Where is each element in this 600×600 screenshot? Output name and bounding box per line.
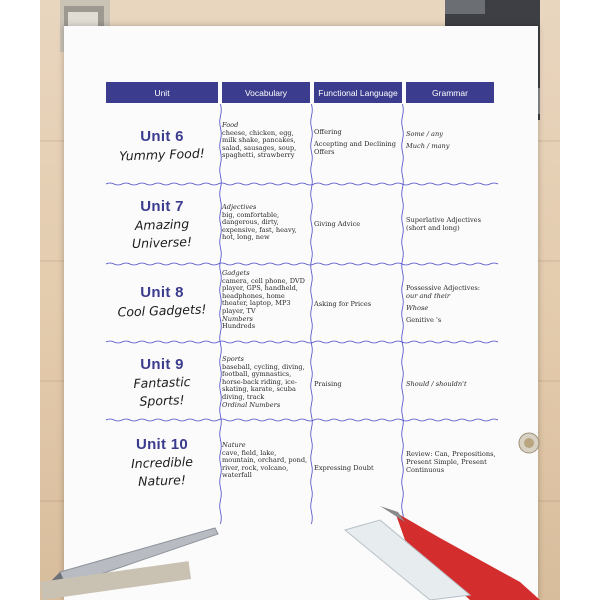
functional-item: Expressing Doubt: [314, 464, 374, 472]
functional-item: Praising: [314, 380, 342, 388]
row-divider: [106, 262, 498, 266]
row-divider: [106, 182, 498, 186]
grammar-item: Whose: [406, 304, 429, 312]
vocab-words: cheese, chicken, egg, milk shake, pancakes, salad, sausages, soup, spaghetti, strawberry: [222, 128, 297, 160]
vocab-words: camera, cell phone, DVD player, GPS, handheld, headphones, home theater, laptop, MP3 player, TV: [222, 276, 305, 315]
unit-cell: [106, 356, 218, 409]
functional-item: Asking for Prices: [314, 300, 372, 308]
functional-cell: [314, 300, 402, 308]
header-unit: Unit: [106, 82, 218, 103]
vocab-words: Hundreds: [222, 322, 256, 331]
unit-title: Nature!: [137, 472, 187, 489]
grammar-cell: [406, 380, 498, 388]
header-vocabulary: Vocabulary: [222, 82, 310, 103]
vocabulary-cell: [222, 356, 310, 409]
unit-number: Unit 7: [140, 198, 184, 215]
row-divider: [106, 340, 498, 344]
grammar-cell: [406, 284, 498, 324]
unit-title: Fantastic: [133, 374, 191, 391]
vocab-category: Gadgets: [222, 269, 250, 277]
functional-cell: [314, 380, 402, 388]
table-row: [106, 434, 498, 500]
unit-number: Unit 6: [140, 128, 184, 145]
header-grammar: Grammar: [406, 82, 494, 103]
grammar-cell: [406, 216, 498, 232]
header-functional-language: Functional Language: [314, 82, 402, 103]
vocab-category: Adjectives: [222, 203, 257, 211]
grammar-item: Possessive Adjectives:: [406, 284, 481, 292]
unit-title: Universe!: [131, 233, 193, 252]
grammar-item: Some / any: [406, 130, 443, 138]
vocabulary-cell: [222, 122, 310, 160]
grammar-item: Superlative Adjectives (short and long): [406, 216, 481, 232]
unit-title: Yummy Food!: [118, 145, 205, 164]
vocab-category: Food: [222, 121, 239, 129]
grammar-item: Much / many: [406, 142, 450, 150]
functional-item: Giving Advice: [314, 220, 361, 228]
table-header: [106, 82, 494, 103]
functional-cell: [314, 220, 402, 228]
unit-title: Incredible: [130, 453, 194, 472]
grammar-item: Genitive 's: [406, 316, 442, 324]
grammar-item: Review: Can, Prepositions, Present Simple, Present Continuous: [406, 450, 496, 474]
unit-title: Cool Gadgets!: [117, 301, 207, 320]
table-row: [106, 352, 498, 418]
vocab-category: Numbers: [222, 314, 253, 323]
functional-item: Offering: [314, 128, 342, 136]
vocab-words: cave, field, lake, mountain, orchard, pond, river, rock, volcano, waterfall: [222, 448, 308, 480]
vocabulary-cell: [222, 442, 310, 480]
vocab-category: Nature: [222, 441, 246, 449]
vocabulary-cell: [222, 204, 310, 242]
vocabulary-cell: [222, 270, 310, 331]
vocab-category: Sports: [222, 355, 244, 363]
functional-cell: [314, 464, 402, 472]
unit-number: Unit 8: [140, 284, 184, 301]
vocab-category: Ordinal Numbers: [222, 400, 281, 409]
unit-title: Sports!: [139, 392, 185, 409]
unit-cell: [106, 128, 218, 163]
unit-number: Unit 9: [140, 356, 184, 373]
unit-cell: [106, 284, 218, 319]
vocab-words: baseball, cycling, diving, football, gymnastics, horse-back riding, ice-skating, karate, scuba diving, track: [222, 362, 305, 401]
grammar-cell: [406, 450, 498, 474]
unit-cell: [106, 198, 218, 251]
table-row: [106, 198, 498, 260]
functional-item: Accepting and Declining Offers: [314, 140, 397, 156]
push-pin-icon: [518, 432, 540, 454]
table-row: [106, 122, 498, 182]
functional-cell: [314, 128, 402, 156]
unit-cell: [106, 436, 218, 489]
unit-number: Unit 10: [135, 436, 189, 453]
unit-title: Amazing: [134, 216, 190, 233]
grammar-item: our and their: [406, 292, 451, 300]
pens-and-ruler-icon: [0, 500, 600, 600]
table-row: [106, 270, 498, 340]
row-divider: [106, 418, 498, 422]
vocab-words: big, comfortable, dangerous, dirty, expensive, fast, heavy, hot, long, new: [222, 210, 297, 242]
grammar-item: Should / shouldn't: [406, 380, 467, 388]
grammar-cell: [406, 130, 498, 150]
